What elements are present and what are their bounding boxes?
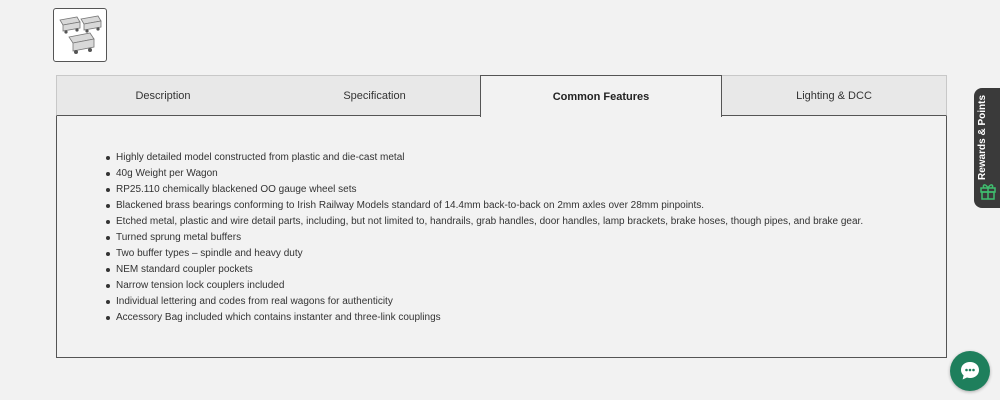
- list-item: RP25.110 chemically blackened OO gauge wheel sets: [105, 182, 863, 198]
- tab-lighting-dcc[interactable]: Lighting & DCC: [722, 75, 947, 116]
- gift-icon: [979, 182, 997, 200]
- rewards-label: Rewards & Points: [977, 94, 988, 180]
- product-thumbnail[interactable]: [53, 8, 107, 62]
- list-item: Blackened brass bearings conforming to Irish Railway Models standard of 14.4mm back-to-back on 2mm axles over 28mm pinpoints.: [105, 198, 863, 214]
- rewards-points-button[interactable]: [974, 88, 1000, 208]
- list-item: NEM standard coupler pockets: [105, 262, 863, 278]
- product-tabs: [56, 75, 947, 117]
- features-list: [105, 150, 863, 326]
- chat-bubble-icon: [958, 359, 982, 383]
- list-item: Etched metal, plastic and wire detail parts, including, but not limited to, handrails, grab handles, door handles, lamp brackets, brake hoses, though pipes, and brake gear.: [105, 214, 863, 230]
- list-item: Narrow tension lock couplers included: [105, 278, 863, 294]
- list-item: Individual lettering and codes from real wagons for authenticity: [105, 294, 863, 310]
- wagon-thumbnail-icon: [57, 13, 103, 57]
- list-item: Highly detailed model constructed from plastic and die-cast metal: [105, 150, 863, 166]
- tab-specification[interactable]: Specification: [269, 75, 480, 116]
- chat-button[interactable]: [950, 351, 990, 391]
- list-item: Two buffer types – spindle and heavy duty: [105, 246, 863, 262]
- list-item: Turned sprung metal buffers: [105, 230, 863, 246]
- tab-common-features[interactable]: Common Features: [480, 75, 722, 117]
- list-item: 40g Weight per Wagon: [105, 166, 863, 182]
- tab-panel-common-features: [56, 116, 947, 358]
- list-item: Accessory Bag included which contains instanter and three-link couplings: [105, 310, 863, 326]
- tab-description[interactable]: Description: [56, 75, 269, 116]
